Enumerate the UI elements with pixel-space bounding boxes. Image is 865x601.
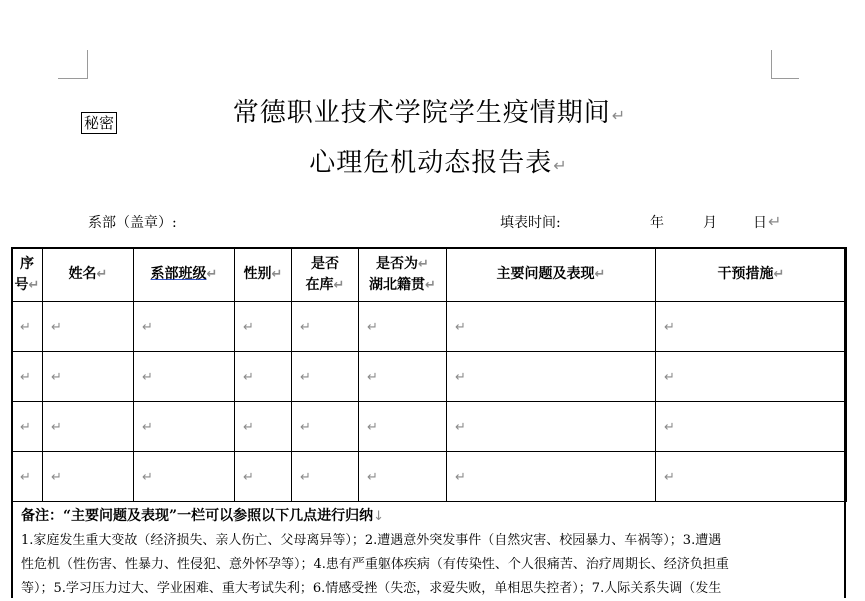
cell-seq[interactable] <box>12 302 43 352</box>
notes-line: 1.家庭发生重大变故（经济损失、亲人伤亡、父母离异等）；2.遭遇意外突发事件（自然灾害、校园暴力、车祸等）；3.遭遇 <box>21 533 722 548</box>
crop-mark-top-right <box>771 50 772 79</box>
cell-mark-icon: ↵ <box>367 469 378 485</box>
header-hubei-line2: 湖北籍贯 <box>369 276 426 293</box>
cell-name[interactable] <box>43 402 134 452</box>
cell-mark-icon: ↵ <box>51 319 62 335</box>
cell-gender[interactable] <box>235 402 292 452</box>
year-label: 年 <box>650 215 664 231</box>
header-intervention-text: 干预措施 <box>717 266 774 282</box>
cell-mark-icon: ↵ <box>142 419 153 435</box>
cell-intervention[interactable] <box>656 302 847 352</box>
header-seq-line1: 序 <box>20 255 34 272</box>
cell-mark-icon: ↵ <box>300 369 311 385</box>
notes-section <box>11 500 846 598</box>
cell-mark-icon: ↵ <box>51 419 62 435</box>
fill-date-label: 填表时间: <box>500 215 561 231</box>
header-in-database <box>292 248 359 302</box>
cell-dept-class[interactable] <box>134 452 235 502</box>
cell-mark-icon: ↵ <box>367 419 378 435</box>
cell-mark-icon: ↵ <box>300 469 311 485</box>
cell-mark-icon: ↵ <box>594 267 606 282</box>
cell-mark-icon: ↵ <box>455 469 466 485</box>
cell-intervention[interactable] <box>656 352 847 402</box>
paragraph-mark-icon: ↵ <box>768 212 782 231</box>
table-row <box>12 302 847 352</box>
cell-hubei-origin[interactable] <box>359 352 447 402</box>
day-label <box>753 212 781 232</box>
header-hubei-origin <box>359 248 447 302</box>
header-problems-text: 主要问题及表现 <box>496 266 595 282</box>
month-label: 月 <box>703 215 717 231</box>
header-hubei-line1: 是否为 <box>376 255 419 272</box>
header-in-db-line1: 是否 <box>311 255 339 272</box>
paragraph-mark-icon: ↵ <box>611 106 627 125</box>
cell-problems[interactable] <box>447 302 656 352</box>
cell-mark-icon: ↵ <box>96 267 108 282</box>
notes-line: 等）；5.学习压力过大、学业困难、重大考试失利；6.情感受挫（失恋，求爱失败，单相思失控者）；7.人际关系失调（发生 <box>21 581 722 596</box>
crop-mark-top-right <box>771 78 799 79</box>
cell-in-database[interactable] <box>292 452 359 502</box>
header-dept-class <box>134 248 235 302</box>
document-title-line2 <box>6 142 865 179</box>
cell-mark-icon: ↵ <box>243 469 254 485</box>
crop-mark-top-left <box>58 78 88 79</box>
cell-intervention[interactable] <box>656 452 847 502</box>
header-gender-text: 性别 <box>243 266 272 282</box>
cell-gender[interactable] <box>235 352 292 402</box>
document-title-line1 <box>0 92 862 129</box>
cell-dept-class[interactable] <box>134 402 235 452</box>
line-break-mark-icon: ↓ <box>373 509 385 524</box>
table-body <box>12 302 847 502</box>
cell-name[interactable] <box>43 352 134 402</box>
cell-name[interactable] <box>43 452 134 502</box>
cell-seq[interactable] <box>12 352 43 402</box>
cell-gender[interactable] <box>235 452 292 502</box>
table-header-row <box>12 248 847 302</box>
cell-mark-icon: ↵ <box>773 267 785 282</box>
cell-mark-icon: ↵ <box>51 369 62 385</box>
cell-mark-icon: ↵ <box>271 267 283 282</box>
cell-mark-icon: ↵ <box>20 319 31 335</box>
cell-problems[interactable] <box>447 452 656 502</box>
title-line2-text: 心理危机动态报告表 <box>309 148 553 178</box>
cell-mark-icon: ↵ <box>664 419 675 435</box>
cell-mark-icon: ↵ <box>333 277 345 293</box>
cell-mark-icon: ↵ <box>455 319 466 335</box>
cell-mark-icon: ↵ <box>455 419 466 435</box>
cell-name[interactable] <box>43 302 134 352</box>
cell-hubei-origin[interactable] <box>359 302 447 352</box>
cell-gender[interactable] <box>235 302 292 352</box>
cell-mark-icon: ↵ <box>142 369 153 385</box>
cell-dept-class[interactable] <box>134 352 235 402</box>
cell-intervention[interactable] <box>656 402 847 452</box>
table-row <box>12 352 847 402</box>
paragraph-mark-icon: ↵ <box>553 156 568 175</box>
cell-mark-icon: ↵ <box>664 469 675 485</box>
cell-dept-class[interactable] <box>134 302 235 352</box>
title-line1-text: 常德职业技术学院学生疫情期间 <box>232 98 611 128</box>
cell-mark-icon: ↵ <box>243 369 254 385</box>
cell-mark-icon: ↵ <box>300 419 311 435</box>
table-row <box>12 452 847 502</box>
header-in-db-line2: 在库 <box>305 276 334 293</box>
cell-seq[interactable] <box>12 452 43 502</box>
header-seq <box>12 248 43 302</box>
department-stamp-label: 系部（盖章）: <box>88 215 177 231</box>
header-seq-line2: 号 <box>14 276 29 293</box>
cell-mark-icon: ↵ <box>367 369 378 385</box>
cell-mark-icon: ↵ <box>455 369 466 385</box>
cell-hubei-origin[interactable] <box>359 452 447 502</box>
cell-mark-icon: ↵ <box>243 319 254 335</box>
report-table <box>11 247 847 502</box>
header-name <box>43 248 134 302</box>
cell-problems[interactable] <box>447 352 656 402</box>
cell-mark-icon: ↵ <box>20 419 31 435</box>
cell-mark-icon: ↵ <box>300 319 311 335</box>
day-label-text: 日 <box>753 215 767 231</box>
crop-mark-top-left <box>87 50 88 79</box>
cell-mark-icon: ↵ <box>51 469 62 485</box>
secret-label-text: 秘密 <box>84 114 115 132</box>
cell-mark-icon: ↵ <box>142 319 153 335</box>
cell-mark-icon: ↵ <box>418 256 429 272</box>
cell-mark-icon: ↵ <box>425 277 436 293</box>
cell-mark-icon: ↵ <box>367 319 378 335</box>
cell-in-database[interactable] <box>292 302 359 352</box>
header-problems <box>447 248 656 302</box>
cell-seq[interactable] <box>12 402 43 452</box>
cell-hubei-origin[interactable] <box>359 402 447 452</box>
cell-mark-icon: ↵ <box>243 419 254 435</box>
header-gender <box>235 248 292 302</box>
cell-mark-icon: ↵ <box>206 267 218 282</box>
cell-in-database[interactable] <box>292 352 359 402</box>
header-intervention <box>656 248 847 302</box>
cell-mark-icon: ↵ <box>20 469 31 485</box>
cell-in-database[interactable] <box>292 402 359 452</box>
notes-title <box>21 504 836 529</box>
table-row <box>12 402 847 452</box>
cell-mark-icon: ↵ <box>664 369 675 385</box>
cell-mark-icon: ↵ <box>20 369 31 385</box>
header-dept-class-text: 系部班级 <box>150 266 207 282</box>
cell-mark-icon: ↵ <box>142 469 153 485</box>
cell-mark-icon: ↵ <box>664 319 675 335</box>
notes-line: 性危机（性伤害、性暴力、性侵犯、意外怀孕等）；4.患有严重躯体疾病（有传染性、个人很痛苦、治疗周期长、经济负担重 <box>21 557 729 572</box>
header-name-text: 姓名 <box>68 266 97 282</box>
notes-title-text: 备注：“主要问题及表现”一栏可以参照以下几点进行归纳 <box>21 508 374 524</box>
cell-problems[interactable] <box>447 402 656 452</box>
cell-mark-icon: ↵ <box>28 277 40 293</box>
